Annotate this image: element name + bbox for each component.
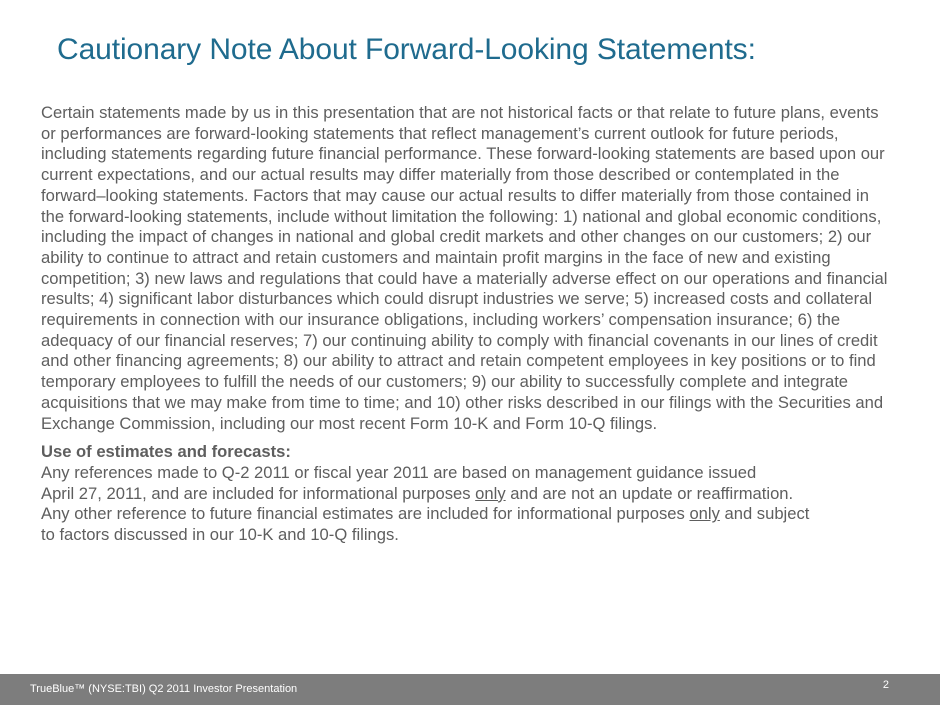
page-number: 2: [882, 679, 889, 691]
estimates-line-2-start: April 27, 2011, and are included for informational purposes: [41, 483, 476, 503]
estimates-line-3: [41, 504, 891, 525]
underlined-only-1: only: [475, 483, 506, 503]
estimates-line-2: [41, 484, 891, 505]
forward-looking-paragraph: Certain statements made by us in this presentation that are not historical facts or that relate to future plans, events or performances are forward-looking statements that reflect management’s current outlook for future periods, including statements regarding future financial performance. These forward-looking statements are based upon our current expectations, and our actual results may differ materially from those described or contemplated in the forward–looking statements. Factors that may cause our actual results to differ materially from those contained in the forward-looking statements, include without limitation the following: 1) national and global economic conditions, including the impact of changes in national and global credit markets and other changes on our customers; 2) our ability to continue to attract and retain customers and maintain profit margins in the face of new and existing competition; 3) new laws and regulations that could have a materially adverse effect on our operations and financial results; 4) significant labor disturbances which could disrupt industries we serve; 5) increased costs and collateral requirements in connection with our insurance obligations, including workers’ compensation insurance; 6) the adequacy of our financial reserves; 7) our continuing ability to comply with financial covenants in our lines of credit and other financing agreements; 8) our ability to attract and retain competent employees in key positions or to find temporary employees to fulfill the needs of our customers; 9) our ability to successfully complete and integrate acquisitions that we may make from time to time; and 10) other risks described in our filings with the Securities and Exchange Commission, including our most recent Form 10-K and Form 10-Q filings.: [41, 103, 888, 433]
estimates-line-3-end: and subject: [719, 504, 810, 524]
underlined-only-2: only: [689, 504, 720, 524]
estimates-heading: Use of estimates and forecasts:: [41, 442, 291, 462]
footer-bar: [0, 674, 940, 705]
estimates-line-4: to factors discussed in our 10-K and 10-Q filings.: [41, 525, 399, 545]
estimates-line-2-end: and are not an update or reaffirmation.: [505, 483, 794, 503]
estimates-line-1: Any references made to Q-2 2011 or fiscal year 2011 are based on management guidance issued: [41, 462, 757, 482]
estimates-section: [41, 442, 891, 546]
slide-content: [41, 103, 891, 546]
estimates-line-3-start: Any other reference to future financial estimates are included for informational purposes: [41, 504, 690, 524]
slide-title: Cautionary Note About Forward-Looking Statements:: [57, 33, 756, 66]
footer-presentation-title: TrueBlue™ (NYSE:TBI) Q2 2011 Investor Presentation: [30, 683, 298, 695]
